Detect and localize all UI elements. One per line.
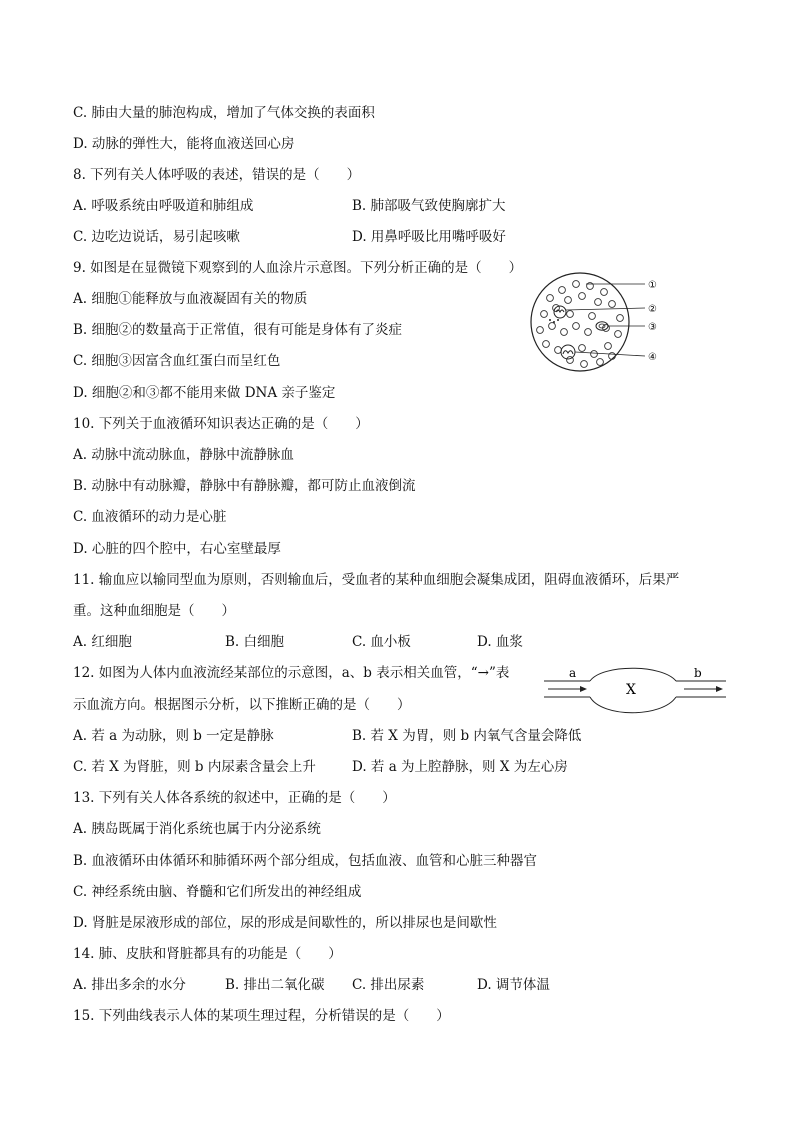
vessel-a-label: a xyxy=(569,666,577,680)
question-11-line-1: 11. 输血应以输同型血为原则，否则输血后，受血者的某种血细胞会凝集成团，阻碍血液循环，后果严 xyxy=(73,572,680,588)
q10-option-a: A. 动脉中流动脉血，静脉中流静脉血 xyxy=(73,447,294,463)
q10-option-d: D. 心脏的四个腔中，右心室壁最厚 xyxy=(73,541,281,557)
q13-option-d: D. 肾脏是尿液形成的部位，尿的形成是间歇性的，所以排尿也是间歇性 xyxy=(73,915,497,931)
label-cell-3: ③ xyxy=(648,322,657,333)
q12-option-d: D. 若 a 为上腔静脉，则 X 为左心房 xyxy=(352,759,568,775)
question-15: 15. 下列曲线表示人体的某项生理过程，分析错误的是（ ） xyxy=(73,1008,450,1024)
q9-option-a: A. 细胞①能释放与血液凝固有关的物质 xyxy=(73,291,308,307)
blood-flow-diagram xyxy=(542,660,730,720)
q9-option-c: C. 细胞③因富含血红蛋白而呈红色 xyxy=(73,353,281,369)
q12-option-c: C. 若 X 为肾脏，则 b 内尿素含量会上升 xyxy=(73,759,316,775)
question-12-line-2: 示血流方向。根据图示分析，以下推断正确的是（ ） xyxy=(73,697,411,713)
label-cell-2: ② xyxy=(648,304,657,315)
q8-option-d: D. 用鼻呼吸比用嘴呼吸好 xyxy=(352,229,506,245)
question-12-line-1: 12. 如图为人体内血液流经某部位的示意图，a、b 表示相关血管，“→”表 xyxy=(73,665,510,681)
blood-smear-figure xyxy=(520,270,690,374)
q10-option-b: B. 动脉中有动脉瓣，静脉中有静脉瓣，都可防止血液倒流 xyxy=(73,478,416,494)
q14-option-d: D. 调节体温 xyxy=(477,977,550,993)
q14-option-a: A. 排出多余的水分 xyxy=(73,977,186,993)
q11-option-d: D. 血浆 xyxy=(477,634,523,650)
question-10: 10. 下列关于血液循环知识表达正确的是（ ） xyxy=(73,416,369,432)
q11-option-b: B. 白细胞 xyxy=(225,634,285,650)
question-11-line-2: 重。这种血细胞是（ ） xyxy=(73,603,235,619)
q10-option-c: C. 血液循环的动力是心脏 xyxy=(73,509,227,525)
q13-option-c: C. 神经系统由脑、脊髓和它们所发出的神经组成 xyxy=(73,884,362,900)
option-c-alveoli: C. 肺由大量的肺泡构成，增加了气体交换的表面积 xyxy=(73,105,375,121)
label-cell-1: ① xyxy=(648,280,657,291)
q12-option-b: B. 若 X 为胃，则 b 内氧气含量会降低 xyxy=(352,728,582,744)
question-13: 13. 下列有关人体各系统的叙述中，正确的是（ ） xyxy=(73,790,396,806)
q11-option-c: C. 血小板 xyxy=(352,634,411,650)
question-14: 14. 肺、皮肤和肾脏都具有的功能是（ ） xyxy=(73,946,342,962)
q9-option-d: D. 细胞②和③都不能用来做 DNA 亲子鉴定 xyxy=(73,385,336,401)
organ-x-label: X xyxy=(626,682,636,698)
q13-option-b: B. 血液循环由体循环和肺循环两个部分组成，包括血液、血管和心脏三种器官 xyxy=(73,853,538,869)
vessel-b-label: b xyxy=(694,666,702,680)
q9-option-b: B. 细胞②的数量高于正常值，很有可能是身体有了炎症 xyxy=(73,322,403,338)
label-cell-4: ④ xyxy=(648,352,657,363)
q8-option-b: B. 肺部吸气致使胸廓扩大 xyxy=(352,198,506,214)
q12-option-a: A. 若 a 为动脉，则 b 一定是静脉 xyxy=(73,728,274,744)
q13-option-a: A. 胰岛既属于消化系统也属于内分泌系统 xyxy=(73,821,321,837)
question-9: 9. 如图是在显微镜下观察到的人血涂片示意图。下列分析正确的是（ ） xyxy=(73,260,523,276)
option-d-artery: D. 动脉的弹性大，能将血液送回心房 xyxy=(73,136,295,152)
q8-option-a: A. 呼吸系统由呼吸道和肺组成 xyxy=(73,198,254,214)
q14-option-b: B. 排出二氧化碳 xyxy=(225,977,325,993)
question-8: 8. 下列有关人体呼吸的表述，错误的是（ ） xyxy=(73,167,361,183)
q11-option-a: A. 红细胞 xyxy=(73,634,132,650)
q14-option-c: C. 排出尿素 xyxy=(352,977,425,993)
q8-option-c: C. 边吃边说话，易引起咳嗽 xyxy=(73,229,240,245)
